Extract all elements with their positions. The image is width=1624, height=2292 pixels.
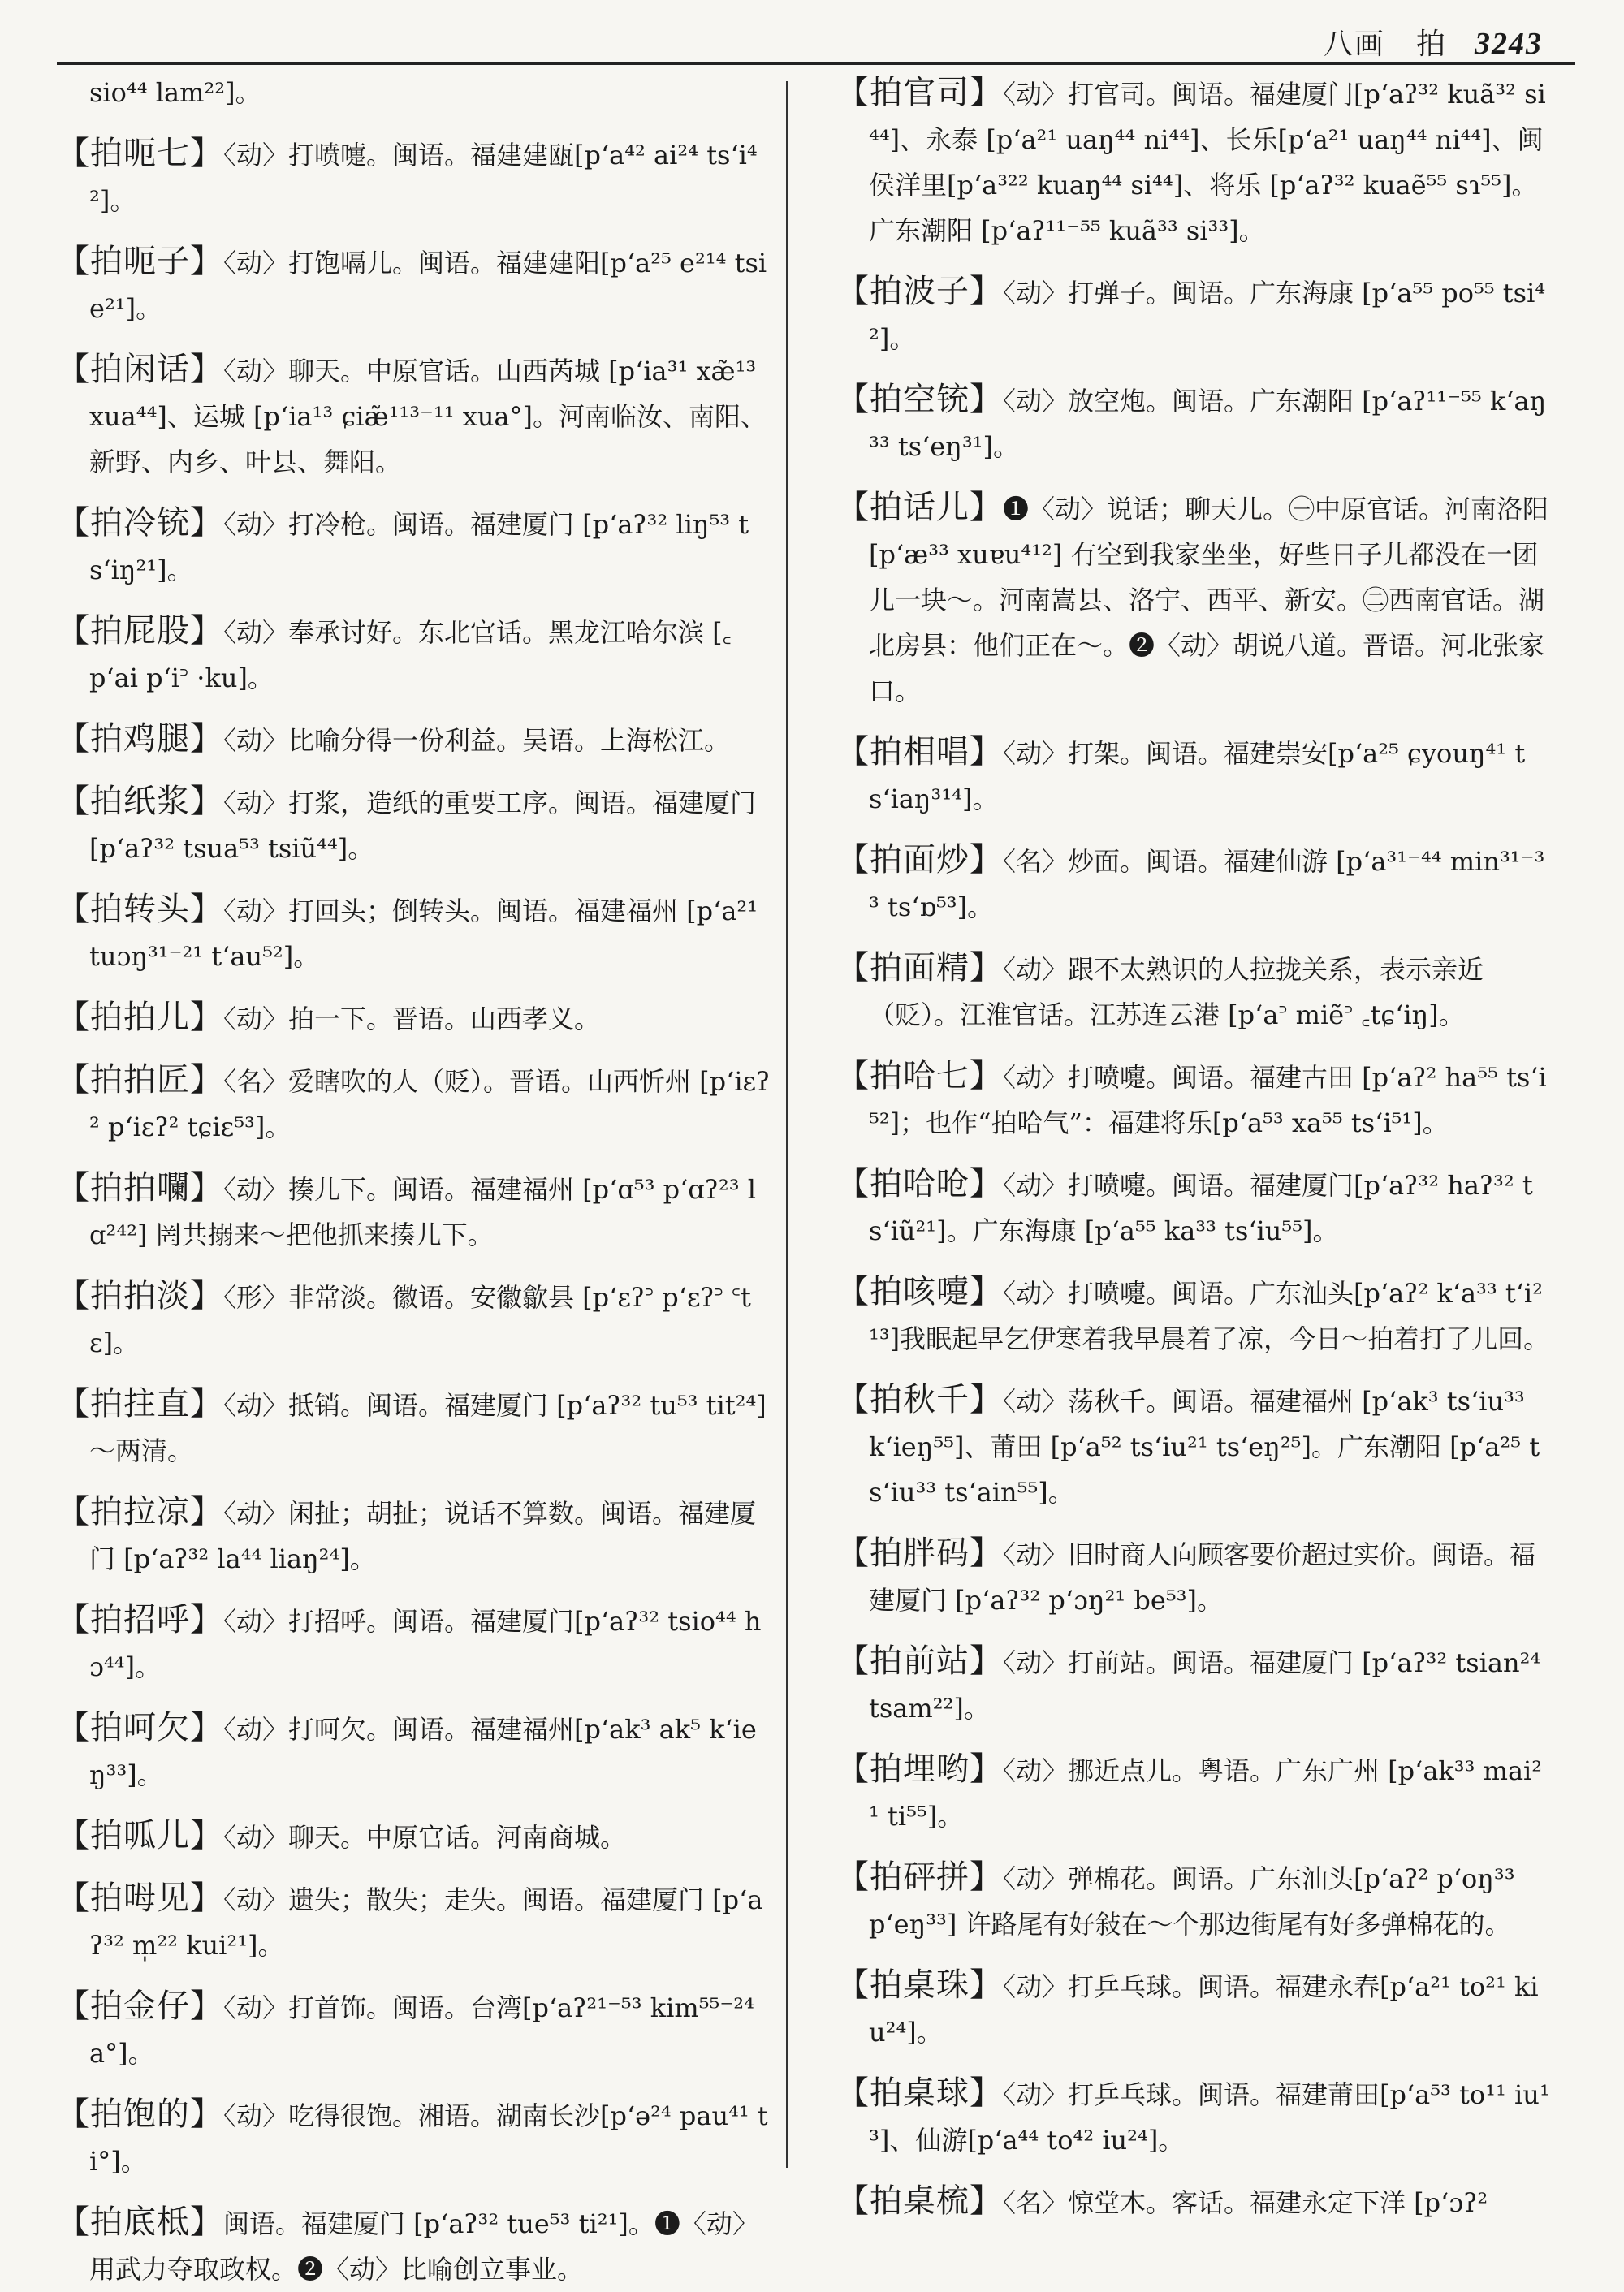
entry-headword: 【拍桌珠】	[836, 1966, 1003, 2004]
dictionary-entry	[57, 1983, 771, 2076]
entry-headword: 【拍哈七】	[836, 1057, 1003, 1094]
entry-definition: 〈动〉打弹子。闽语。广东海康 [p‘a⁵⁵ po⁵⁵ tsi⁴²]。	[869, 278, 1546, 354]
entry-definition: 〈动〉打架。闽语。福建崇安[p‘a²⁵ ɕyouŋ⁴¹ ts‘iaŋ³¹⁴]。	[869, 738, 1526, 814]
entry-definition: 〈动〉打乒乓球。闽语。福建永春[p‘a²¹ to²¹ kiu²⁴]。	[869, 1971, 1539, 2048]
entry-definition: 〈名〉爱瞎吹的人（贬）。晋语。山西忻州 [p‘iɛʔ² p‘iɛʔ² tɕiɛ⁵³]。	[89, 1066, 771, 1142]
entry-definition: 〈动〉弹棉花。闽语。广东汕头[p‘aʔ² p‘oŋ³³ p‘eŋ³³] 许路尾有好敍在～个那边街尾有好多弹棉花的。	[869, 1863, 1523, 1940]
entry-definition: 〈动〉打呵欠。闽语。福建福州[p‘ak³ ak⁵ k‘ieŋ³³]。	[89, 1714, 757, 1790]
entry-headword: 【拍话儿】	[836, 489, 1003, 526]
entry-headword: 【拍面精】	[836, 949, 1003, 986]
entry-definition: 〈动〉打招呼。闽语。福建厦门[p‘aʔ³² tsio⁴⁴ hɔ⁴⁴]。	[89, 1606, 762, 1682]
entry-definition: 〈动〉打饱嗝儿。闽语。福建建阳[p‘a²⁵ e²¹⁴ tsie²¹]。	[89, 248, 767, 324]
entry-headword: 【拍拄直】	[57, 1385, 223, 1422]
entry-definition: 〈动〉比喻分得一份利益。吴语。上海松江。	[223, 725, 731, 756]
entry-headword: 【拍闲话】	[57, 351, 223, 388]
entry-headword: 【拍拉凉】	[57, 1493, 223, 1530]
entry-definition: 闽语。福建厦门 [p‘aʔ³² tue⁵³ ti²¹]。❶〈动〉用武力夺取政权。❷〈动〉比喻创立事业。	[89, 2208, 758, 2285]
entry-headword: 【拍饱的】	[57, 2096, 223, 2133]
entry-headword: 【拍呃七】	[57, 135, 223, 172]
entry-definition: 〈动〉奉承讨好。东北官话。黑龙江哈尔滨 [꜀p‘ai p‘i꜄ ·ku]。	[89, 617, 732, 693]
dictionary-entry	[57, 1381, 775, 1474]
dictionary-entry	[57, 716, 771, 763]
left-column	[57, 70, 775, 2285]
entry-headword: 【拍鸡腿】	[57, 720, 223, 758]
entry-headword: 【拍哈呛】	[836, 1165, 1003, 1202]
entry-definition: 〈动〉跟不太熟识的人拉拢关系，表示亲近（贬）。江淮官话。江苏连云港 [p‘a꜄ miẽ꜄ ꜀tɕ‘iŋ]。	[869, 954, 1484, 1030]
entry-headword: 【拍波子】	[836, 273, 1003, 310]
dictionary-entry	[57, 500, 771, 593]
entry-headword: 【拍拍儿】	[57, 999, 223, 1036]
dictionary-entry	[836, 1746, 1551, 1839]
entry-headword: 【拍冷铳】	[57, 504, 223, 542]
dictionary-entry	[57, 1273, 771, 1366]
dictionary-entry	[836, 729, 1551, 822]
entry-headword: 【拍呣见】	[57, 1880, 223, 1917]
entry-definition: 〈动〉拍一下。晋语。山西孝义。	[223, 1004, 601, 1034]
dictionary-entry	[57, 347, 771, 485]
dictionary-entry	[836, 269, 1551, 361]
dictionary-entry	[57, 1875, 771, 1968]
right-column	[836, 70, 1551, 2220]
entry-definition: 〈动〉抵销。闽语。福建厦门 [p‘aʔ³² tu⁵³ tit²⁴] ～两清。	[89, 1390, 775, 1466]
dictionary-entry	[836, 70, 1551, 253]
entry-definition: ❶〈动〉说话；聊天儿。㊀中原官话。河南洛阳[p‘æ³³ xuɐu⁴¹²] 有空到我家坐坐，好些日子儿都没在一团儿一块～。河南嵩县、洛宁、西平、新安。㊁西南官话。湖北房县：他们正在～。❷〈动〉胡说八道。晋语。河北张家口。	[869, 494, 1549, 706]
entry-headword: 【拍呃子】	[57, 243, 223, 280]
running-head	[1324, 21, 1543, 63]
dictionary-entry	[836, 837, 1551, 930]
entry-definition: 〈动〉揍儿下。闽语。福建福州 [p‘ɑ⁵³ p‘ɑʔ²³ lɑ²⁴²] 罔共搦来～把他抓来揍儿下。	[89, 1174, 756, 1250]
entry-definition: 〈动〉遗失；散失；走失。闽语。福建厦门 [p‘aʔ³² m̩²² kui²¹]。	[89, 1884, 763, 1961]
entry-definition: 〈动〉打回头；倒转头。闽语。福建福州 [p‘a²¹ tuɔŋ³¹⁻²¹ t‘au⁵²]。	[89, 896, 767, 972]
entry-headword: 【拍秋千】	[836, 1381, 1003, 1418]
entry-headword: 【拍拍淡】	[57, 1277, 223, 1314]
entry-headword: 【拍砰拼】	[836, 1858, 1003, 1896]
entry-headword: 【拍呱儿】	[57, 1817, 223, 1854]
entry-headword: 【拍拍匠】	[57, 1061, 223, 1099]
dictionary-entry	[57, 608, 771, 701]
entry-headword: 【拍胖码】	[836, 1534, 1003, 1572]
dictionary-entry	[836, 377, 1551, 469]
entry-definition: 〈动〉旧时商人向顾客要价超过实价。闽语。福建厦门 [p‘aʔ³² p‘ɔŋ²¹ be⁵³]。	[869, 1539, 1536, 1616]
entry-definition: 〈动〉打喷嚏。闽语。福建建瓯[p‘a⁴² ai²⁴ ts‘i⁴²]。	[89, 140, 758, 216]
dictionary-entry	[836, 1377, 1551, 1515]
entry-headword: 【拍咳嚏】	[836, 1273, 1003, 1310]
column-divider	[786, 81, 788, 2168]
dictionary-entry	[57, 995, 771, 1042]
dictionary-entry	[57, 887, 771, 979]
dictionary-entry	[836, 1053, 1551, 1146]
entry-definition: 〈动〉聊天。中原官话。河南商城。	[223, 1822, 627, 1853]
entry-headword: 【拍埋哟】	[836, 1750, 1003, 1788]
dictionary-entry	[836, 1530, 1551, 1623]
dictionary-entry	[57, 2091, 771, 2184]
entry-headword: 【拍呵欠】	[57, 1709, 223, 1746]
entry-headword: 【拍桌球】	[836, 2074, 1003, 2112]
entry-headword: 【拍相唱】	[836, 733, 1003, 770]
entry-headword: 【拍底柢】	[57, 2204, 223, 2241]
entry-headword: 【拍屁股】	[57, 612, 223, 650]
dictionary-entry	[836, 2178, 1551, 2225]
entry-definition: 〈动〉打喷嚏。闽语。福建厦门[p‘aʔ³² haʔ³² ts‘iũ²¹]。广东海康 [p‘a⁵⁵ ka³³ ts‘iu⁵⁵]。	[869, 1170, 1533, 1246]
dictionary-entry	[836, 1269, 1551, 1362]
dictionary-entry	[57, 1813, 771, 1860]
entry-definition: 〈名〉炒面。闽语。福建仙游 [p‘a³¹⁻⁴⁴ min³¹⁻³³ ts‘ɒ⁵³]。	[869, 846, 1545, 922]
dictionary-entry	[836, 945, 1551, 1038]
entry-definition: 〈动〉打乒乓球。闽语。福建莆田[p‘a⁵³ to¹¹ iu¹³]、仙游[p‘a⁴⁴ to⁴² iu²⁴]。	[869, 2079, 1550, 2156]
page-header	[57, 15, 1575, 65]
section-title: 八画 拍	[1323, 28, 1447, 61]
entry-definition: 〈动〉打喷嚏。闽语。广东汕头[p‘aʔ² k‘a³³ t‘i²¹³]我眠起早乞伊寒着我早晨着了凉，今日～拍着打了儿回。	[869, 1278, 1550, 1354]
entry-definition: 〈名〉惊堂木。客话。福建永定下洋 [p‘ɔʔ²	[1003, 2187, 1488, 2218]
entry-definition: 〈形〉非常淡。徽语。安徽歙县 [p‘ɛʔ꜄ p‘ɛʔ꜄ ꜂tɛ]。	[89, 1282, 751, 1358]
entry-definition: 〈动〉荡秋千。闽语。福建福州 [p‘ak³ ts‘iu³³ k‘ieŋ⁵⁵]、莆田 [p‘a⁵² ts‘iu²¹ ts‘eŋ²⁵]。广东潮阳 [p‘a²⁵ ts‘iu³³ ts‘ain⁵⁵]。	[869, 1386, 1540, 1508]
page-number: 3243	[1475, 27, 1543, 61]
dictionary-entry	[57, 239, 771, 331]
entry-headword: 【拍官司】	[836, 74, 1003, 111]
entry-headword: 【拍转头】	[57, 891, 223, 928]
entry-definition: sio⁴⁴ lam²²]。	[89, 77, 261, 108]
entry-definition: 〈动〉放空炮。闽语。广东潮阳 [p‘aʔ¹¹⁻⁵⁵ k‘aŋ³³ ts‘eŋ³¹]。	[869, 386, 1547, 462]
entry-definition: 〈动〉打前站。闽语。福建厦门 [p‘aʔ³² tsian²⁴ tsam²²]。	[869, 1647, 1549, 1724]
entry-headword: 【拍桌梳】	[836, 2182, 1003, 2220]
entry-definition: 〈动〉打首饰。闽语。台湾[p‘aʔ²¹⁻⁵³ kim⁵⁵⁻²⁴ a°]。	[89, 1992, 763, 2069]
entry-definition: 〈动〉打官司。闽语。福建厦门[p‘aʔ³² kuã³² si⁴⁴]、永泰 [p‘a²¹ uaŋ⁴⁴ ni⁴⁴]、长乐[p‘a²¹ uaŋ⁴⁴ ni⁴⁴]、闽侯洋里[p‘a³²² kuaŋ⁴⁴ si⁴⁴]、将乐 [p‘aʔ³² kuaẽ⁵⁵ sɿ⁵⁵]。广东潮阳 [p‘aʔ¹¹⁻⁵⁵ kuã³³ si³³]。	[869, 79, 1546, 246]
entry-headword: 【拍前站】	[836, 1642, 1003, 1680]
entry-definition: 〈动〉打浆，造纸的重要工序。闽语。福建厦门 [p‘aʔ³² tsua⁵³ tsiũ⁴⁴]。	[89, 788, 765, 864]
entry-headword: 【拍金仔】	[57, 1988, 223, 2025]
entry-definition: 〈动〉聊天。中原官话。山西芮城 [p‘ia³¹ xæ̃¹³ xua⁴⁴]、运城 [p‘ia¹³ ɕiæ̃¹¹³⁻¹¹ xua°]。河南临汝、南阳、新野、内乡、叶县、舞阳。	[89, 356, 767, 477]
dictionary-entry	[57, 1597, 771, 1690]
entry-headword: 【拍招呼】	[57, 1601, 223, 1638]
dictionary-entry	[836, 1161, 1551, 1254]
entry-definition: 〈动〉闲扯；胡扯；说话不算数。闽语。福建厦门 [p‘aʔ³² la⁴⁴ liaŋ²⁴]。	[89, 1498, 757, 1574]
dictionary-entry	[57, 1705, 771, 1798]
dictionary-entry	[836, 2070, 1551, 2163]
dictionary-entry	[57, 131, 771, 223]
dictionary-entry	[57, 1489, 771, 1582]
dictionary-entry	[57, 70, 771, 115]
entry-definition: 〈动〉打冷枪。闽语。福建厦门 [p‘aʔ³² liŋ⁵³ ts‘iŋ²¹]。	[89, 509, 749, 585]
entry-headword: 【拍空铳】	[836, 381, 1003, 418]
dictionary-entry	[836, 485, 1551, 714]
entry-headword: 【拍面炒】	[836, 841, 1003, 878]
dictionary-entry	[57, 1057, 771, 1150]
dictionary-entry	[836, 1962, 1551, 2055]
dictionary-entry	[836, 1854, 1551, 1947]
entry-headword: 【拍纸浆】	[57, 783, 223, 820]
dictionary-entry	[57, 779, 771, 871]
entry-definition: 〈动〉打喷嚏。闽语。福建古田 [p‘aʔ² ha⁵⁵ ts‘i⁵²]；也作“拍哈气”：福建将乐[p‘a⁵³ xa⁵⁵ ts‘i⁵¹]。	[869, 1062, 1547, 1138]
dictionary-entry	[57, 1165, 771, 1258]
entry-definition: 〈动〉挪近点儿。粤语。广东广州 [p‘ak³³ mai²¹ ti⁵⁵]。	[869, 1755, 1543, 1832]
entry-definition: 〈动〉吃得很饱。湘语。湖南长沙[p‘ə²⁴ pau⁴¹ ti°]。	[89, 2100, 768, 2177]
entry-headword: 【拍拍㘓】	[57, 1169, 223, 1206]
dictionary-entry	[57, 2199, 771, 2292]
dictionary-entry	[836, 1638, 1551, 1731]
